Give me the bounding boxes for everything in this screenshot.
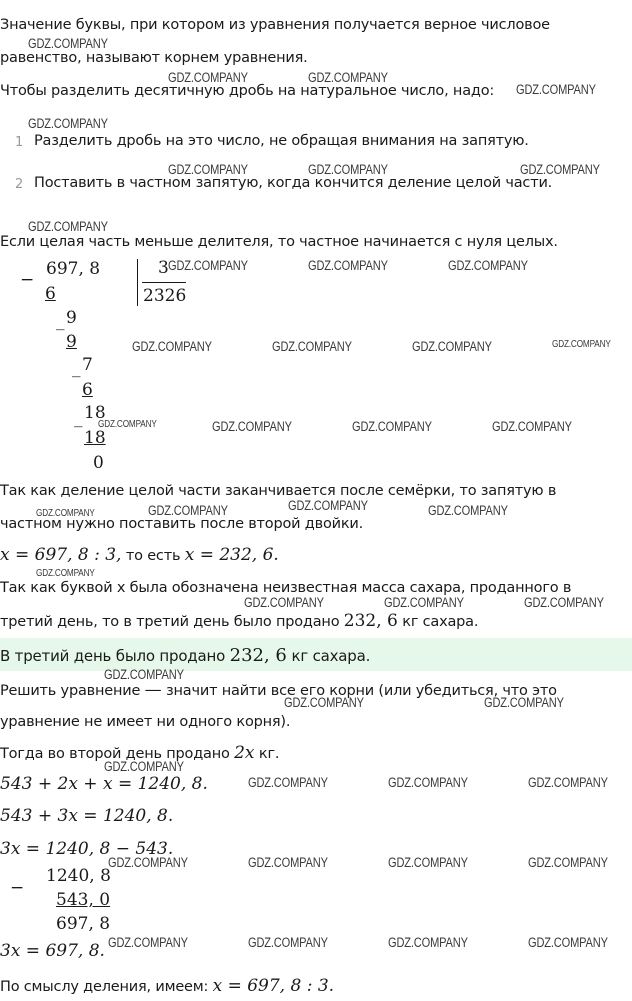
meaning-line-1: Так как буквой x была обозначена неизвестная масса сахара, проданного в [0,580,572,596]
watermark: GDZ.COMPANY [108,935,188,950]
step-number: 1 [15,135,24,150]
division-quotient: 2326 [143,286,187,306]
equation-1: 543 + 2x + x = 1240, 8. [0,774,208,794]
watermark: GDZ.COMPANY [28,36,108,51]
subtraction-result: 697, 8 [56,914,111,934]
watermark: GDZ.COMPANY [104,759,184,774]
watermark: GDZ.COMPANY [148,503,228,518]
step-text: Разделить дробь на это число, не обращая внимания на запятую. [34,133,529,149]
explanation-line-1: Так как деление целой части заканчивается после семёрки, то запятую в [0,483,557,499]
definition-line-1: Значение буквы, при котором из уравнения получается верное числовое [0,17,550,33]
watermark: GDZ.COMPANY [308,70,388,85]
second-day-expr: 2x [234,743,255,763]
step-text: Поставить в частном запятую, когда кончится деление целой части. [34,175,553,191]
closing-text: По смыслу деления, имеем: [0,979,213,995]
result-line [0,545,279,565]
watermark: GDZ.COMPANY [352,419,432,434]
division-bar [137,259,138,306]
division-row: 7 [82,355,93,375]
watermark: GDZ.COMPANY [244,595,324,610]
division-minus: − [20,270,35,290]
watermark: GDZ.COMPANY [168,70,248,85]
division-minus-small: _ [72,358,81,378]
division-minus-small: _ [56,311,65,331]
watermark: GDZ.COMPANY [272,339,352,354]
watermark: GDZ.COMPANY [308,162,388,177]
meaning-line-2 [0,611,478,631]
division-dividend: 697, 8 [46,259,101,279]
division-row: 18 [84,403,106,423]
watermark: GDZ.COMPANY [308,258,388,273]
watermark: GDZ.COMPANY [168,162,248,177]
equation-2: 543 + 3x = 1240, 8. [0,806,174,826]
watermark: GDZ.COMPANY [528,935,608,950]
watermark: GDZ.COMPANY [36,568,95,579]
watermark: GDZ.COMPANY [28,219,108,234]
watermark: GDZ.COMPANY [520,162,600,177]
step-number: 2 [15,177,24,192]
division-row: 9 [66,308,77,328]
division-row: 0 [93,453,104,473]
explanation-line-2: частном нужно поставить после второй двойки. [0,516,364,532]
watermark: GDZ.COMPANY [108,855,188,870]
watermark: GDZ.COMPANY [168,258,248,273]
watermark: GDZ.COMPANY [528,775,608,790]
subtraction-minus: − [10,878,25,898]
solve-line-2: уравнение не имеет ни одного корня). [0,714,291,730]
watermark: GDZ.COMPANY [28,116,108,131]
definition-line-2: равенство, называют корнем уравнения. [0,50,308,66]
answer-line [0,645,370,666]
watermark: GDZ.COMPANY [98,419,157,430]
solve-text: Решить уравнение [0,683,145,699]
division-quotient-line [142,282,186,283]
watermark: GDZ.COMPANY [212,419,292,434]
watermark: GDZ.COMPANY [288,498,368,513]
zero-rule: Если целая часть меньше делителя, то частное начинается с нуля целых. [0,234,558,250]
result-mid: то есть [121,548,185,564]
meaning-value: 232, 6 [343,611,398,631]
answer-value: 232, 6 [229,645,287,666]
second-day-text: Тогда во второй день продано [0,746,235,762]
answer-unit: кг сахара. [286,647,371,665]
answer-text: В третий день было продано [0,647,230,665]
watermark: GDZ.COMPANY [384,595,464,610]
rule-intro: Чтобы разделить десятичную дробь на натуральное число, надо: [0,83,495,99]
watermark: GDZ.COMPANY [388,775,468,790]
closing-expr: x = 697, 8 : 3. [212,976,335,996]
watermark: GDZ.COMPANY [484,695,564,710]
watermark: GDZ.COMPANY [36,508,95,519]
division-divisor: 3 [158,258,169,278]
watermark: GDZ.COMPANY [284,695,364,710]
solve-line-1 [0,680,557,700]
meaning-unit: кг сахара. [397,614,479,630]
watermark: GDZ.COMPANY [104,667,184,682]
watermark: GDZ.COMPANY [412,339,492,354]
watermark: GDZ.COMPANY [448,258,528,273]
watermark: GDZ.COMPANY [248,775,328,790]
second-day-unit: кг. [254,746,280,762]
closing-line [0,976,334,996]
division-row: 9 [66,332,77,352]
subtraction-bottom: 543, 0 [56,890,111,910]
division-row: 6 [82,380,93,400]
watermark: GDZ.COMPANY [552,339,611,350]
watermark: GDZ.COMPANY [248,935,328,950]
watermark: GDZ.COMPANY [388,935,468,950]
division-row: 6 [45,284,56,304]
watermark: GDZ.COMPANY [388,855,468,870]
result-eq-1: x = 697, 8 : 3, [0,545,122,565]
watermark: GDZ.COMPANY [492,419,572,434]
watermark: GDZ.COMPANY [516,82,596,97]
watermark: GDZ.COMPANY [524,595,604,610]
division-minus-small: _ [74,408,83,428]
meaning-text: третий день, то в третий день было продано [0,614,344,630]
equation-3: 3x = 1240, 8 − 543. [0,839,174,859]
watermark: GDZ.COMPANY [132,339,212,354]
subtraction-top: 1240, 8 [46,866,111,886]
solve-text-2: значит найти все его корни (или убедиться, что это [161,683,557,699]
watermark: GDZ.COMPANY [248,855,328,870]
watermark: GDZ.COMPANY [528,855,608,870]
equation-final: 3x = 697, 8. [0,941,105,961]
watermark: GDZ.COMPANY [428,503,508,518]
division-row: 18 [84,428,106,448]
result-eq-2: x = 232, 6. [184,545,279,565]
solve-dash: — [144,680,162,700]
